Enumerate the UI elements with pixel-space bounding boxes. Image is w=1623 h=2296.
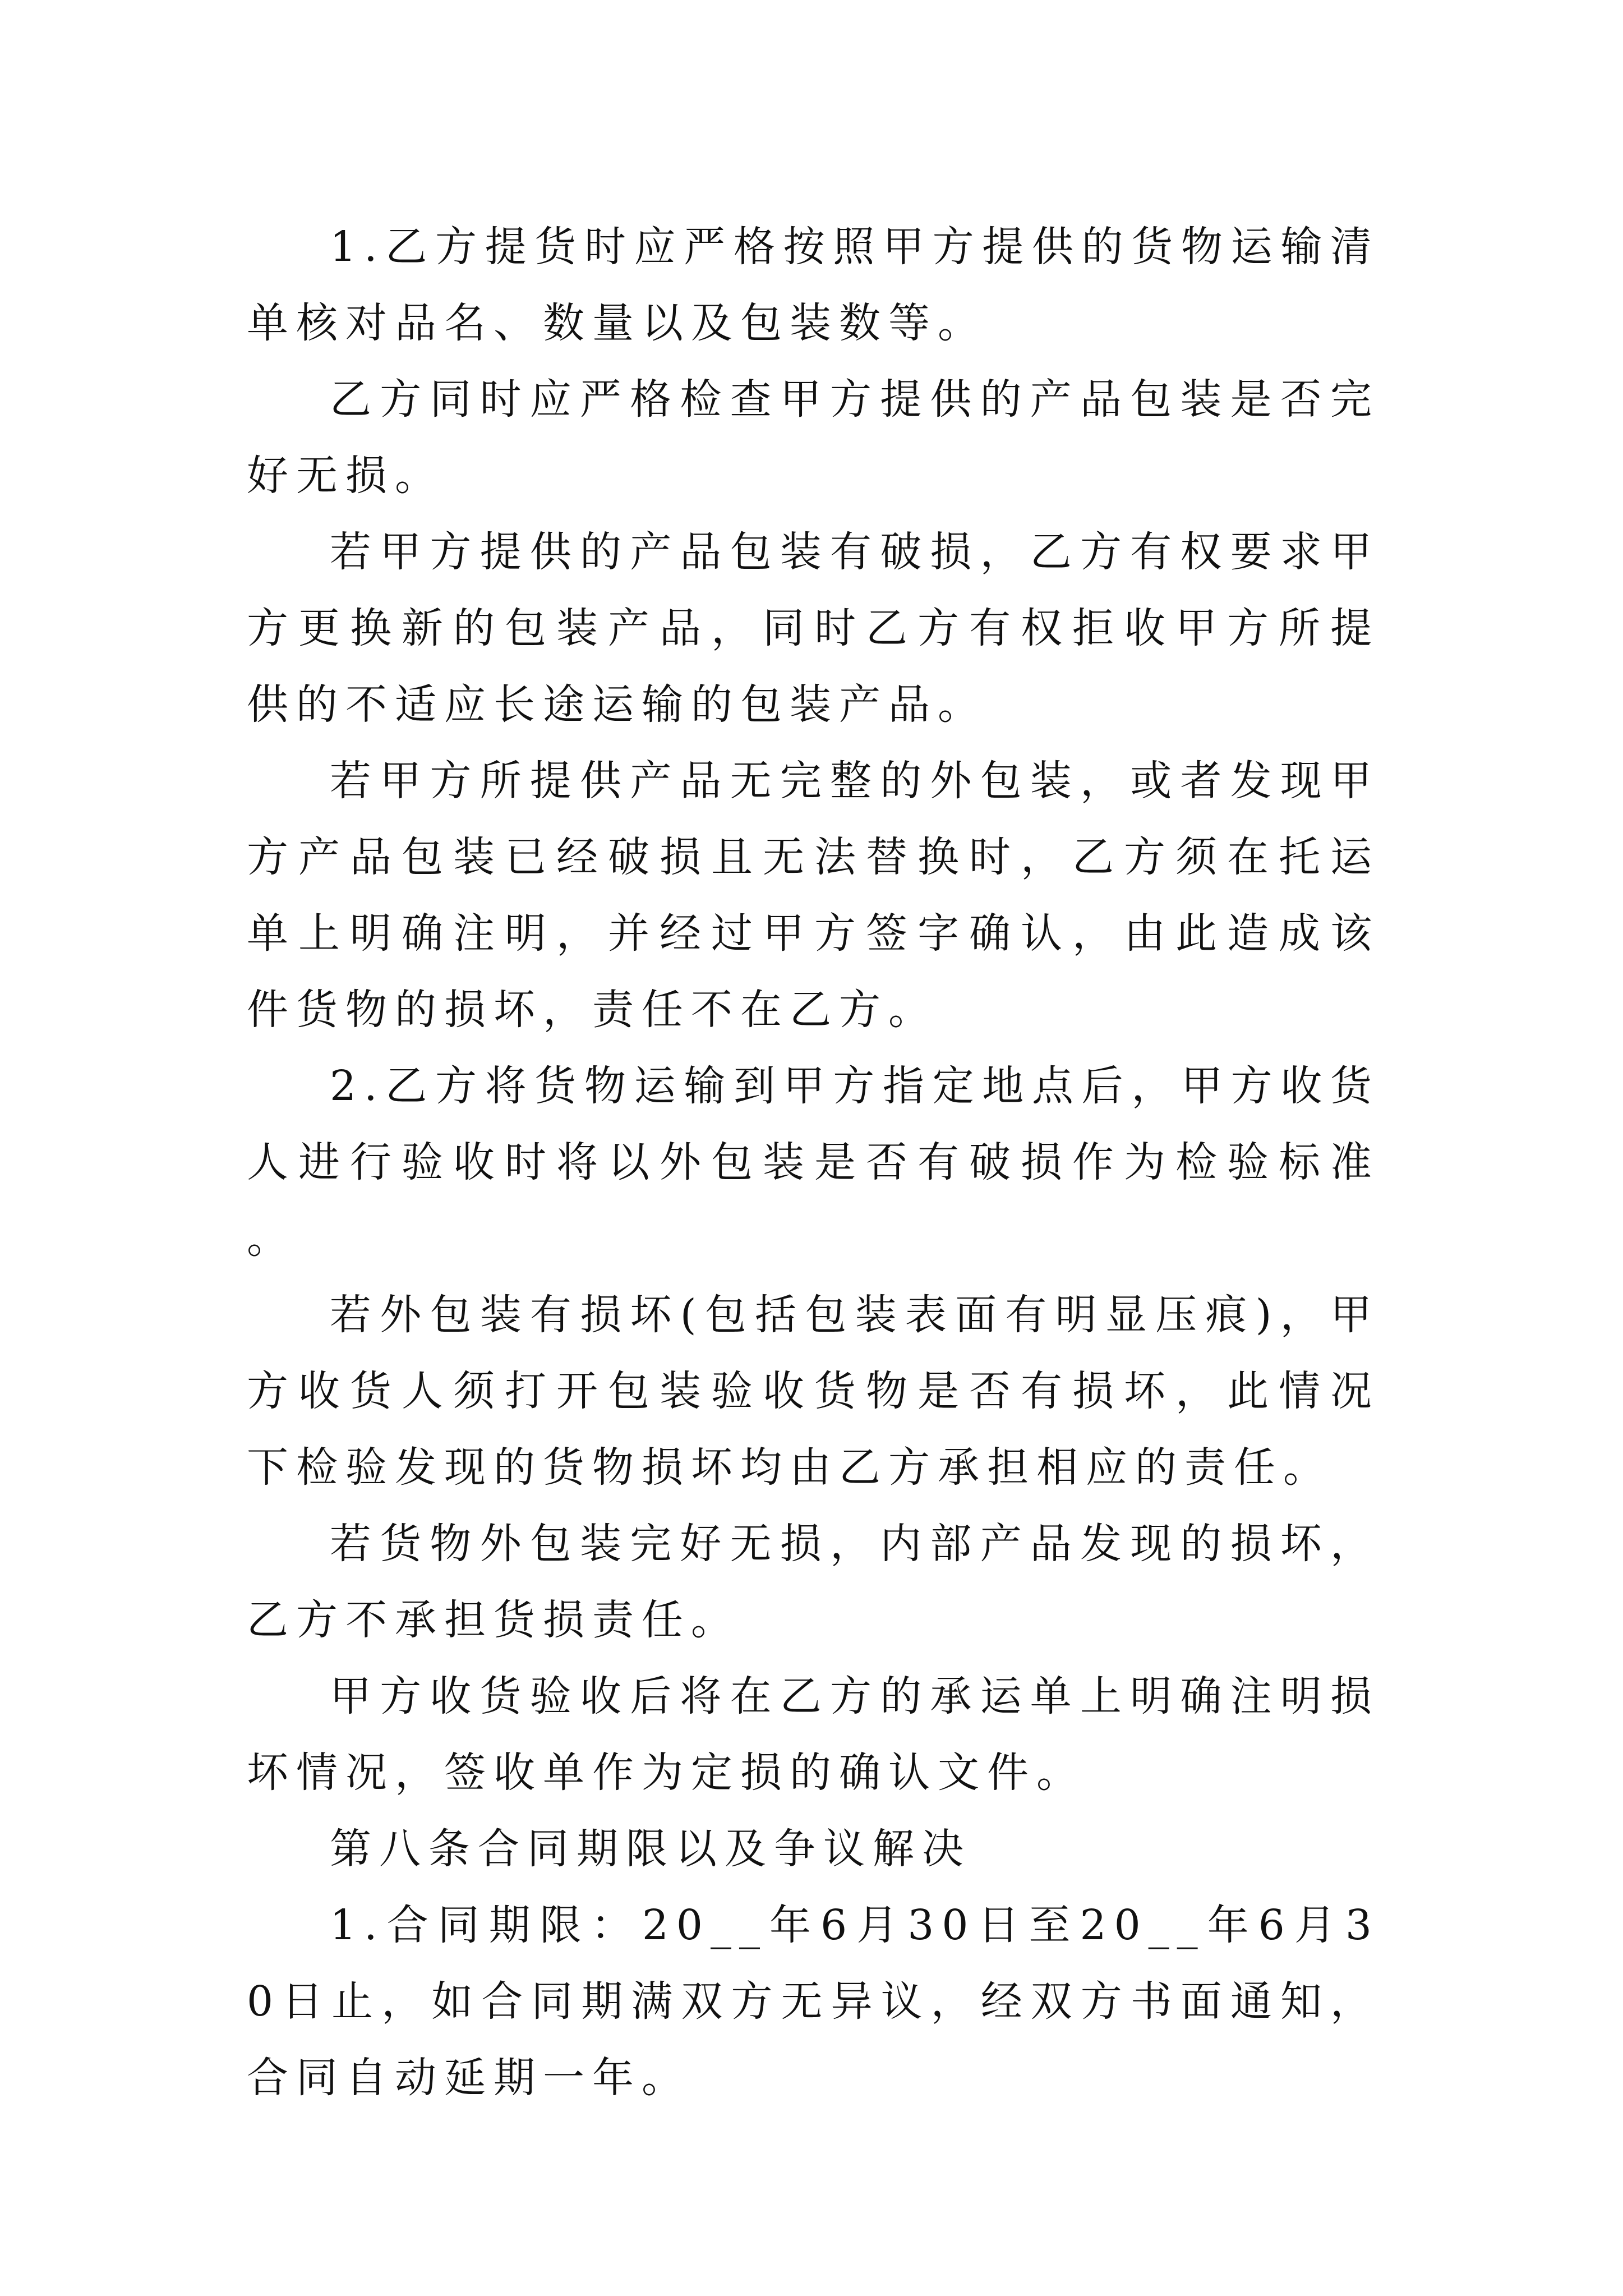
paragraph-no-outer-package: 若甲方所提供产品无完整的外包装，或者发现甲方产品包装已经破损且无法替换时，乙方须在托运单上明确注明，并经过甲方签字确认，由此造成该件货物的损坏，责任不在乙方。 — [247, 757, 1380, 1034]
document-body — [247, 209, 1380, 2116]
paragraph-damaged-package: 若甲方提供的产品包装有破损，乙方有权要求甲方更换新的包装产品，同时乙方有权拒收甲方所提供的不适应长途运输的包装产品。 — [247, 528, 1380, 729]
section-heading-article-8: 第八条合同期限以及争议解决 — [330, 1825, 971, 1873]
paragraph-outer-damage: 若外包装有损坏(包括包装表面有明显压痕)，甲方收货人须打开包装验收货物是否有损坏，此情况下检验发现的货物损坏均由乙方承担相应的责任。 — [247, 1291, 1380, 1492]
paragraph-delivery-acceptance: 2.乙方将货物运输到甲方指定地点后，甲方收货人进行验收时将以外包装是否有破损作为检验标准。 — [247, 1062, 1380, 1263]
paragraph-pickup-check: 1.乙方提货时应严格按照甲方提供的货物运输清单核对品名、数量以及包装数等。 — [247, 223, 1380, 347]
paragraph-package-inspection: 乙方同时应严格检查甲方提供的产品包装是否完好无损。 — [247, 375, 1380, 500]
paragraph-damage-note: 甲方收货验收后将在乙方的承运单上明确注明损坏情况，签收单作为定损的确认文件。 — [247, 1672, 1380, 1797]
paragraph-contract-term: 1.合同期限：20__年6月30日至20__年6月30日止，如合同期满双方无异议，经双方书面通知，合同自动延期一年。 — [247, 1901, 1380, 2102]
paragraph-intact-package: 若货物外包装完好无损，内部产品发现的损坏，乙方不承担货损责任。 — [247, 1520, 1380, 1644]
